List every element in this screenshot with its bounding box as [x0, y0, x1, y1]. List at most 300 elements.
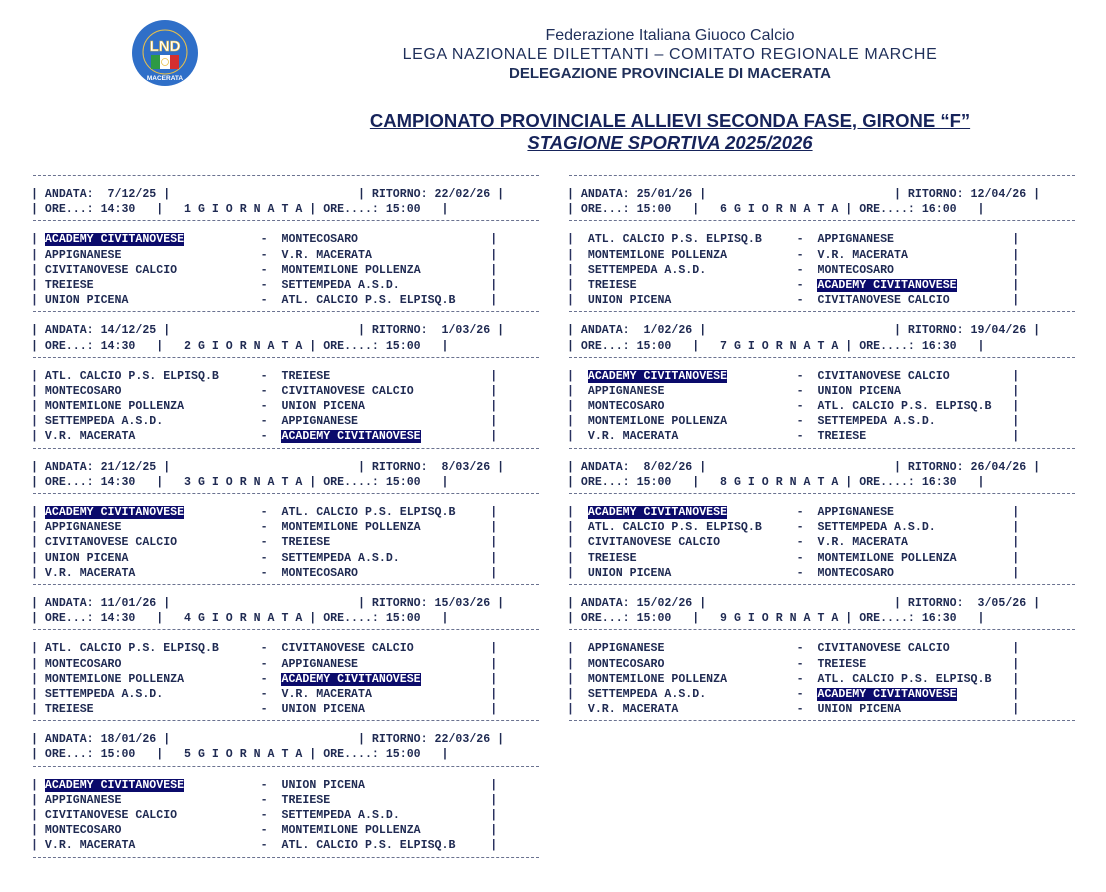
away-team: MONTEMILONE POLLENZA — [817, 551, 957, 565]
bar: | — [420, 263, 498, 277]
match-row — [567, 687, 1077, 702]
delegation-name: DELEGAZIONE PROVINCIALE DI MACERATA — [509, 65, 831, 82]
home-team: SETTEMPEDA A.S.D. — [44, 415, 164, 429]
divider — [569, 584, 1075, 593]
round-7-block — [567, 311, 1077, 444]
home-team: V.R. MACERATA — [44, 430, 136, 444]
bar: | — [567, 369, 588, 383]
separator: - — [163, 687, 282, 701]
bar: | — [866, 430, 1020, 444]
separator: - — [678, 703, 818, 717]
ritorno-date: RITORNO: 3/05/26 | — [907, 596, 1041, 610]
separator: - — [135, 430, 282, 444]
home-team: ACADEMY CIVITANOVESE — [44, 233, 185, 247]
away-team: UNION PICENA — [817, 703, 901, 717]
round-header: | ORE...: 14:30 | 1 G I O R N A T A | ORE....: 15:00 | — [31, 203, 449, 217]
divider — [569, 493, 1075, 502]
away-team: MONTECOSARO — [281, 233, 359, 247]
season-subtitle: STAGIONE SPORTIVA 2025/2026 — [527, 132, 813, 153]
andata-date: | ANDATA: 11/01/26 | | — [31, 596, 372, 610]
away-team: ATL. CALCIO P.S. ELPISQ.B — [281, 506, 456, 519]
round-9-block — [567, 584, 1077, 717]
bar: | — [413, 384, 498, 398]
home-team: CIVITANOVESE CALCIO — [44, 536, 178, 550]
bar: | — [900, 384, 1020, 398]
away-team: MONTEMILONE POLLENZA — [281, 824, 421, 838]
home-team: TREIESE — [44, 278, 94, 292]
bar: | — [956, 278, 1020, 292]
match-row — [31, 823, 541, 838]
divider — [569, 220, 1075, 229]
away-team: CIVITANOVESE CALCIO — [281, 642, 414, 656]
away-team: APPIGNANESE — [817, 506, 895, 519]
bar: | — [907, 536, 1020, 550]
bar: | — [31, 687, 45, 701]
bar: | — [31, 384, 45, 398]
bar: | — [399, 278, 498, 292]
bar: | — [894, 566, 1020, 580]
bar: | — [991, 400, 1020, 414]
bar: | — [567, 657, 588, 671]
bar: | — [31, 839, 45, 853]
separator: - — [121, 384, 282, 398]
away-team: ATL. CALCIO P.S. ELPISQ.B — [817, 672, 992, 686]
home-team: TREIESE — [44, 703, 94, 717]
match-row — [31, 232, 541, 247]
bar: | — [31, 506, 45, 519]
round-1-block — [31, 175, 541, 308]
home-team: APPIGNANESE — [587, 642, 665, 656]
separator: - — [727, 369, 818, 383]
away-team: SETTEMPEDA A.S.D. — [281, 809, 400, 822]
separator: - — [121, 248, 282, 262]
match-row — [567, 232, 1077, 247]
separator: - — [184, 778, 282, 792]
separator: - — [706, 263, 818, 277]
away-team: ATL. CALCIO P.S. ELPISQ.B — [281, 839, 456, 853]
separator: - — [128, 294, 282, 308]
away-team: ACADEMY CIVITANOVESE — [817, 687, 957, 701]
match-row — [31, 278, 541, 293]
bar: | — [31, 824, 45, 838]
andata-date: | ANDATA: 21/12/25 | | — [31, 460, 372, 474]
home-team: ACADEMY CIVITANOVESE — [587, 506, 728, 519]
away-team: TREIESE — [817, 657, 867, 671]
away-team: TREIESE — [281, 793, 331, 807]
bar: | — [31, 793, 45, 807]
separator: - — [93, 278, 282, 292]
bar: | — [420, 824, 498, 838]
match-row — [31, 566, 541, 581]
bar: | — [567, 687, 588, 701]
separator: - — [671, 566, 818, 580]
bar: | — [330, 369, 498, 383]
match-row — [567, 551, 1077, 566]
away-team: ACADEMY CIVITANOVESE — [281, 672, 421, 686]
round-header: | ORE...: 15:00 | 7 G I O R N A T A | ORE....: 16:30 | — [567, 339, 985, 353]
bar: | — [330, 793, 498, 807]
bar: | — [31, 415, 45, 429]
bar: | — [31, 233, 45, 247]
andata-date: | ANDATA: 7/12/25 | | — [31, 188, 372, 201]
match-row — [31, 657, 541, 672]
bar: | — [991, 672, 1020, 686]
round-2-block — [31, 311, 541, 444]
home-team: ACADEMY CIVITANOVESE — [587, 369, 728, 383]
bar: | — [371, 687, 498, 701]
away-team: UNION PICENA — [281, 400, 365, 414]
league-name: LEGA NAZIONALE DILETTANTI – COMITATO REGIONALE MARCHE — [402, 46, 938, 63]
away-team: CIVITANOVESE CALCIO — [817, 369, 950, 383]
away-team: APPIGNANESE — [281, 415, 359, 429]
bar: | — [31, 657, 45, 671]
away-team: MONTECOSARO — [817, 566, 895, 580]
away-team: MONTECOSARO — [817, 263, 895, 277]
bar: | — [358, 657, 498, 671]
bar: | — [31, 521, 45, 535]
svg-text:LND: LND — [149, 38, 181, 55]
away-team: CIVITANOVESE CALCIO — [817, 294, 950, 308]
separator: - — [177, 536, 282, 550]
bar: | — [31, 778, 45, 792]
home-team: V.R. MACERATA — [587, 430, 679, 444]
home-team: MONTEMILONE POLLENZA — [587, 672, 728, 686]
home-team: APPIGNANESE — [44, 521, 122, 535]
bar: | — [567, 506, 588, 519]
bar: | — [567, 551, 588, 565]
away-team: ATL. CALCIO P.S. ELPISQ.B — [281, 294, 456, 308]
bar: | — [900, 703, 1020, 717]
separator: - — [218, 642, 282, 656]
match-row — [567, 293, 1077, 308]
bar: | — [330, 536, 498, 550]
bar: | — [31, 703, 45, 717]
away-team: ATL. CALCIO P.S. ELPISQ.B — [817, 400, 992, 414]
round-header: | ORE...: 15:00 | 8 G I O R N A T A | ORE....: 16:30 | — [567, 475, 985, 489]
match-row — [31, 293, 541, 308]
separator: - — [184, 672, 282, 686]
bar: | — [567, 248, 588, 262]
home-team: ACADEMY CIVITANOVESE — [44, 778, 185, 792]
home-team: APPIGNANESE — [44, 248, 122, 262]
home-team: V.R. MACERATA — [44, 566, 136, 580]
match-row — [567, 263, 1077, 278]
away-team: MONTEMILONE POLLENZA — [281, 521, 421, 535]
divider — [33, 357, 539, 366]
round-6-block — [567, 175, 1077, 308]
divider — [33, 720, 539, 729]
separator: - — [761, 521, 818, 535]
separator: - — [177, 809, 282, 822]
match-row — [31, 384, 541, 399]
match-row — [567, 566, 1077, 581]
divider — [33, 175, 539, 184]
separator: - — [163, 415, 282, 429]
match-row — [567, 384, 1077, 399]
bar: | — [949, 369, 1020, 383]
round-3-block — [31, 448, 541, 581]
away-team: V.R. MACERATA — [817, 248, 908, 262]
match-row — [31, 702, 541, 717]
andata-date: | ANDATA: 1/02/26 | | — [567, 324, 908, 338]
away-team: V.R. MACERATA — [817, 536, 908, 550]
round-header: | ORE...: 15:00 | 9 G I O R N A T A | ORE....: 16:30 | — [567, 612, 985, 626]
home-team: CIVITANOVESE CALCIO — [587, 536, 721, 550]
bar: | — [894, 233, 1020, 247]
match-row — [567, 429, 1077, 444]
bar: | — [567, 642, 588, 656]
bar: | — [567, 430, 588, 444]
match-row — [567, 702, 1077, 717]
bar: | — [949, 294, 1020, 308]
away-team: UNION PICENA — [281, 778, 365, 792]
bar: | — [31, 369, 45, 383]
separator: - — [727, 506, 818, 519]
bar: | — [567, 521, 588, 535]
away-team: SETTEMPEDA A.S.D. — [281, 551, 400, 565]
bar: | — [567, 703, 588, 717]
divider — [33, 448, 539, 457]
ritorno-date: RITORNO: 22/03/26 | — [371, 733, 505, 747]
away-team: TREIESE — [281, 369, 331, 383]
home-team: APPIGNANESE — [587, 384, 665, 398]
bar: | — [567, 263, 588, 277]
away-team: SETTEMPEDA A.S.D. — [817, 521, 936, 535]
bar: | — [956, 551, 1020, 565]
bar: | — [31, 430, 45, 444]
divider — [569, 311, 1075, 320]
ritorno-date: RITORNO: 12/04/26 | — [907, 188, 1041, 201]
divider — [569, 175, 1075, 184]
separator: - — [184, 400, 282, 414]
bar: | — [567, 384, 588, 398]
home-team: ATL. CALCIO P.S. ELPISQ.B — [587, 233, 762, 247]
home-team: UNION PICENA — [587, 566, 672, 580]
bar: | — [567, 278, 588, 292]
home-team: ATL. CALCIO P.S. ELPISQ.B — [44, 642, 219, 656]
away-team: UNION PICENA — [281, 703, 365, 717]
lnd-logo-icon — [131, 19, 199, 87]
separator: - — [678, 430, 818, 444]
svg-text:MACERATA: MACERATA — [146, 75, 184, 82]
match-row — [567, 641, 1077, 656]
away-team: UNION PICENA — [817, 384, 901, 398]
bar: | — [358, 566, 498, 580]
bar: | — [31, 536, 45, 550]
bar: | — [935, 415, 1020, 429]
ritorno-date: RITORNO: 26/04/26 | — [907, 460, 1041, 474]
round-header: | ORE...: 14:30 | 3 G I O R N A T A | ORE....: 15:00 | — [31, 475, 449, 489]
bar: | — [31, 566, 45, 580]
bar: | — [364, 778, 498, 792]
match-row — [567, 657, 1077, 672]
bar: | — [567, 415, 588, 429]
round-5-block — [31, 720, 541, 853]
bar: | — [399, 551, 498, 565]
separator: - — [664, 642, 818, 656]
home-team: MONTEMILONE POLLENZA — [587, 415, 728, 429]
bar: | — [420, 672, 498, 686]
divider — [33, 493, 539, 502]
bar: | — [31, 248, 45, 262]
bar: | — [364, 703, 498, 717]
match-row — [567, 248, 1077, 263]
divider — [569, 629, 1075, 638]
home-team: APPIGNANESE — [44, 793, 122, 807]
home-team: SETTEMPEDA A.S.D. — [44, 687, 164, 701]
home-team: ATL. CALCIO P.S. ELPISQ.B — [44, 369, 219, 383]
match-row — [31, 414, 541, 429]
match-row — [31, 520, 541, 535]
ritorno-date: RITORNO: 19/04/26 | — [907, 324, 1041, 338]
bar: | — [31, 672, 45, 686]
away-team: MONTEMILONE POLLENZA — [281, 263, 421, 277]
bar: | — [399, 809, 498, 822]
bar: | — [567, 400, 588, 414]
home-team: SETTEMPEDA A.S.D. — [587, 263, 707, 277]
bar: | — [894, 263, 1020, 277]
divider — [569, 448, 1075, 457]
home-team: ATL. CALCIO P.S. ELPISQ.B — [587, 521, 762, 535]
round-header: | ORE...: 14:30 | 4 G I O R N A T A | ORE....: 15:00 | — [31, 612, 449, 626]
bar: | — [413, 642, 498, 656]
bar: | — [907, 248, 1020, 262]
match-row — [567, 672, 1077, 687]
bar: | — [956, 687, 1020, 701]
ritorno-date: RITORNO: 15/03/26 | — [371, 596, 505, 610]
separator: - — [184, 233, 282, 247]
match-row — [31, 369, 541, 384]
home-team: MONTEMILONE POLLENZA — [44, 400, 185, 414]
match-row — [31, 535, 541, 550]
ritorno-date: RITORNO: 22/02/26 | — [371, 188, 505, 201]
away-team: CIVITANOVESE CALCIO — [281, 384, 414, 398]
bar: | — [567, 294, 588, 308]
bar: | — [567, 566, 588, 580]
home-team: UNION PICENA — [44, 294, 129, 308]
home-team: MONTECOSARO — [587, 400, 665, 414]
separator: - — [218, 369, 282, 383]
divider — [569, 720, 1075, 729]
match-row — [567, 505, 1077, 520]
bar: | — [358, 233, 498, 247]
separator: - — [671, 294, 818, 308]
round-header: | ORE...: 15:00 | 6 G I O R N A T A | ORE....: 16:00 | — [567, 203, 985, 217]
andata-date: | ANDATA: 14/12/25 | | — [31, 324, 372, 338]
away-team: CIVITANOVESE CALCIO — [817, 642, 950, 656]
away-team: MONTECOSARO — [281, 566, 359, 580]
page-title: CAMPIONATO PROVINCIALE ALLIEVI SECONDA FASE, GIRONE “F” — [369, 110, 971, 131]
bar: | — [420, 521, 498, 535]
home-team: UNION PICENA — [44, 551, 129, 565]
match-row — [31, 838, 541, 853]
match-row — [31, 672, 541, 687]
home-team: CIVITANOVESE CALCIO — [44, 263, 178, 277]
away-team: V.R. MACERATA — [281, 687, 372, 701]
home-team: MONTECOSARO — [587, 657, 665, 671]
andata-date: | ANDATA: 25/01/26 | | — [567, 188, 908, 201]
round-4-block — [31, 584, 541, 717]
match-row — [31, 248, 541, 263]
divider — [33, 629, 539, 638]
away-team: APPIGNANESE — [281, 657, 359, 671]
rounds-column-right — [567, 172, 1077, 732]
away-team: SETTEMPEDA A.S.D. — [281, 278, 400, 292]
separator: - — [121, 657, 282, 671]
separator: - — [121, 521, 282, 535]
round-header: | ORE...: 15:00 | 5 G I O R N A T A | ORE....: 15:00 | — [31, 748, 449, 762]
home-team: MONTECOSARO — [44, 657, 122, 671]
separator: - — [128, 551, 282, 565]
divider — [33, 220, 539, 229]
bar: | — [567, 672, 588, 686]
bar: | — [949, 642, 1020, 656]
andata-date: | ANDATA: 8/02/26 | | — [567, 460, 908, 474]
home-team: V.R. MACERATA — [587, 703, 679, 717]
bar: | — [455, 506, 498, 519]
away-team: V.R. MACERATA — [281, 248, 372, 262]
home-team: TREIESE — [587, 278, 637, 292]
divider — [33, 311, 539, 320]
separator: - — [727, 415, 818, 429]
separator: - — [121, 824, 282, 838]
match-row — [31, 551, 541, 566]
divider — [33, 584, 539, 593]
bar: | — [567, 536, 588, 550]
home-team: V.R. MACERATA — [44, 839, 136, 853]
home-team: SETTEMPEDA A.S.D. — [587, 687, 707, 701]
bar: | — [31, 278, 45, 292]
away-team: TREIESE — [281, 536, 331, 550]
bar: | — [364, 400, 498, 414]
separator: - — [135, 566, 282, 580]
federation-name: Federazione Italiana Giuoco Calcio — [545, 27, 795, 44]
separator: - — [184, 506, 282, 519]
andata-date: | ANDATA: 18/01/26 | | — [31, 733, 372, 747]
divider — [569, 357, 1075, 366]
away-team: SETTEMPEDA A.S.D. — [817, 415, 936, 429]
separator: - — [636, 278, 818, 292]
bar: | — [866, 657, 1020, 671]
match-row — [567, 520, 1077, 535]
divider — [33, 766, 539, 775]
home-team: MONTECOSARO — [44, 384, 122, 398]
round-header: | ORE...: 14:30 | 2 G I O R N A T A | ORE....: 15:00 | — [31, 339, 449, 353]
away-team: ACADEMY CIVITANOVESE — [281, 430, 421, 444]
bar: | — [31, 294, 45, 308]
ritorno-date: RITORNO: 1/03/26 | — [371, 324, 505, 338]
bar: | — [894, 506, 1020, 519]
match-row — [31, 641, 541, 656]
bar: | — [455, 294, 498, 308]
home-team: UNION PICENA — [587, 294, 672, 308]
bar: | — [31, 551, 45, 565]
separator: - — [664, 400, 818, 414]
match-row — [31, 793, 541, 808]
match-row — [31, 505, 541, 520]
andata-date: | ANDATA: 15/02/26 | | — [567, 596, 908, 610]
bar: | — [935, 521, 1020, 535]
match-row — [31, 429, 541, 444]
separator: - — [727, 248, 818, 262]
match-row — [31, 808, 541, 823]
divider — [33, 857, 539, 866]
bar: | — [31, 642, 45, 656]
home-team: ACADEMY CIVITANOVESE — [44, 506, 185, 519]
match-row — [31, 399, 541, 414]
match-row — [567, 414, 1077, 429]
home-team: MONTEMILONE POLLENZA — [44, 672, 185, 686]
